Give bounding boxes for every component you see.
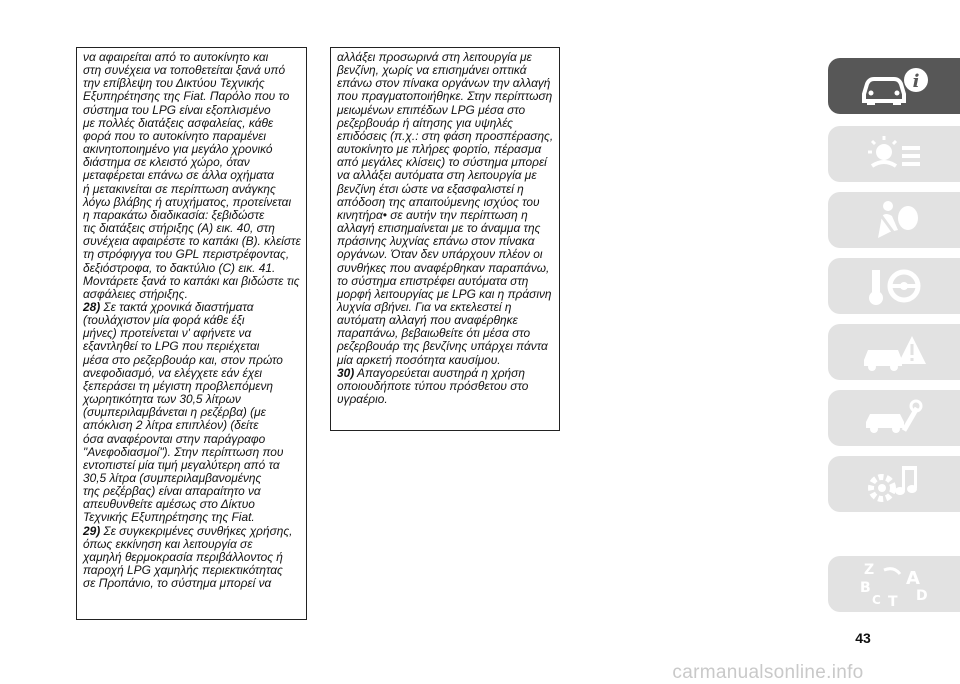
text-line: το σύστημα επιστρέφει αυτόματα στη <box>337 273 529 288</box>
text-line <box>83 525 300 538</box>
text-line: σε Προπάνιο, το σύστημα μπορεί να <box>83 576 272 591</box>
tab-key-steering[interactable] <box>828 258 960 314</box>
text-line: απευθυνθείτε αμέσως στο Δίκτυο <box>83 497 255 512</box>
text-line: να αλλάξει αυτόματα στη λειτουργία με <box>337 168 537 183</box>
text-line: συνέχεια αφαιρέστε το καπάκι (B). κλείστε <box>83 234 301 249</box>
text-line: εξαντληθεί το LPG που περιέχεται <box>83 339 260 354</box>
left-text-column <box>76 47 307 620</box>
text-line: οργάνων. Όταν δεν υπάρχουν πλέον οι <box>337 247 543 262</box>
index-letter-t: T <box>888 594 898 606</box>
tab-car-service[interactable] <box>828 390 960 446</box>
text-line: (συμπεριλαμβάνεται η ρεζέρβα) (με <box>83 405 266 420</box>
text-line: στη συνέχεια να τοποθετείται ξανά υπό <box>83 63 286 78</box>
text-line: υγραέριο. <box>337 392 388 407</box>
car-warning-icon <box>858 330 930 374</box>
tab-car-info[interactable] <box>828 58 960 114</box>
text-line: ρεζερβουάρ ή αίτησης για υψηλές <box>337 115 513 130</box>
note-text: Σε συγκεκριμένες συνθήκες χρήσης, <box>100 523 293 538</box>
text-line: ανεφοδιασμό, να ελέγχετε εάν έχει <box>83 365 263 380</box>
text-line: δεξιόστροφα, το δακτύλιο (C) εικ. 41. <box>83 260 276 275</box>
note-number: 29) <box>83 523 101 538</box>
text-line: μία αρκετή ποσότητα καυσίμου. <box>337 352 501 367</box>
right-text-column <box>330 47 560 431</box>
text-line: φορά που το αυτοκίνητο παραμένει <box>83 128 266 143</box>
text-line: ή μετακινείται σε περίπτωση ανάγκης <box>83 181 276 196</box>
tab-warning-lights[interactable] <box>828 126 960 182</box>
text-line: "Ανεφοδιασμοί"). Στην περίπτωση που <box>83 444 284 459</box>
text-line: εντοπιστεί μία τιμή μεγαλύτερη από τα <box>83 457 280 472</box>
text-line: ασφάλειες στήριξης. <box>83 286 188 301</box>
text-line: παροχή LPG χαμηλής περιεκτικότητας <box>83 563 283 578</box>
text-line: διάστημα σε κλειστό χώρο, όταν <box>83 155 250 170</box>
text-line: κινητήρα• σε αυτήν την περίπτωση η <box>337 207 528 222</box>
text-line: από μεγάλες κλίσεις) το σύστημα μπορεί <box>337 155 547 170</box>
text-line: της ρεζέρβας) είναι απαραίτητο να <box>83 484 261 499</box>
text-line: απόδοση της απαιτούμενης ισχύος του <box>337 194 540 209</box>
text-line: η παρακάτω διαδικασία: ξεβιδώστε <box>83 207 265 222</box>
index-letter-a: A <box>906 568 920 589</box>
text-line <box>337 367 553 380</box>
alphabet-index-icon <box>858 562 930 606</box>
text-line: ξεπεράσει τη μέγιστη προβλεπόμενη <box>83 378 273 393</box>
text-line: με πολλές διατάξεις ασφαλείας, κάθε <box>83 115 274 130</box>
car-service-icon <box>858 396 930 440</box>
text-line: (τουλάχιστον μία φορά κάθε έξι <box>83 313 245 328</box>
text-line: τις διατάξεις στήριξης (A) εικ. 40, στη <box>83 221 275 236</box>
text-line: μορφή λειτουργίας με LPG και η πράσινη <box>337 286 552 301</box>
text-line: ακινητοποιημένο για μεγάλο χρονικό <box>83 142 273 157</box>
info-letter: i <box>912 71 920 92</box>
note-number: 30) <box>337 365 355 380</box>
text-line: όπως εκκίνηση και λειτουργία σε <box>83 536 253 551</box>
text-line: μήνες) προτείνεται ν' αφήνετε να <box>83 326 252 341</box>
text-line: απόκλιση 2 λίτρα επιπλέον) (δείτε <box>83 418 259 433</box>
text-line: χαμηλή θερμοκρασία περιβάλλοντος ή <box>83 549 283 564</box>
text-line: συνθήκες που αναφέρθηκαν παραπάνω, <box>337 260 550 275</box>
text-line: επάνω στον πίνακα οργάνων την αλλαγή <box>337 76 551 91</box>
text-line: αλλάξει προσωρινά στη λειτουργία με <box>337 50 532 64</box>
index-letter-c: C <box>872 593 881 606</box>
text-line: χωρητικότητα των 30,5 λίτρων <box>83 392 241 407</box>
text-line: μειωμένων επιπέδων LPG μέσα στο <box>337 102 526 117</box>
text-line: αυτόματη αλλαγή που αναφέρθηκε <box>337 313 518 328</box>
note-text: Σε τακτά χρονικά διαστήματα <box>100 299 254 314</box>
airbag-seatbelt-icon <box>858 198 930 242</box>
text-line: που πραγματοποιήθηκε. Στην περίπτωση <box>337 89 553 104</box>
car-info-icon <box>858 64 930 108</box>
text-line: ρεζερβουάρ της βενζίνης υπάρχει πάντα <box>337 339 548 354</box>
text-line: πράσινης λυχνίας επάνω στον πίνακα <box>337 234 535 249</box>
tab-settings-music[interactable] <box>828 456 960 512</box>
text-line: να αφαιρείται από το αυτοκίνητο και <box>83 50 269 64</box>
text-line: βενζίνη, χωρίς να επισημάνει οπτικά <box>337 63 527 78</box>
text-line: Εξυπηρέτησης της Fiat. Παρόλο που το <box>83 89 290 104</box>
text-line: σύστημα του LPG είναι εξοπλισμένο <box>83 102 271 117</box>
text-line: την επίβλεψη του Δικτύου Τεχνικής <box>83 76 265 91</box>
text-line: βενζίνη έτσι ώστε να εξασφαλιστεί η <box>337 181 524 196</box>
text-line: τη στρόφιγγα του GPL περιστρέφοντας, <box>83 247 290 262</box>
index-letter-b: B <box>860 580 871 596</box>
index-letter-z: Z <box>864 562 875 578</box>
text-line: μεταφέρεται επάνω σε άλλα οχήματα <box>83 168 274 183</box>
text-line: μέσα στο ρεζερβουάρ και, στον πρώτο <box>83 352 283 367</box>
tab-car-warning[interactable] <box>828 324 960 380</box>
text-line: 30,5 λίτρα (συμπεριλαμβανομένης <box>83 471 262 485</box>
text-line: επιδόσεις (π.χ.: στη φάση προσπέρασης, <box>337 128 554 143</box>
tab-alphabet-index[interactable] <box>828 556 960 612</box>
tab-airbag-seatbelt[interactable] <box>828 192 960 248</box>
text-line: παραπάνω, βεβαιωθείτε ότι μέσα στο <box>337 326 531 341</box>
text-line: οποιουδήποτε τύπου πρόσθετου στο <box>337 378 529 393</box>
text-line: λυχνία σβήνει. Για να εκτελεστεί η <box>337 299 512 314</box>
index-letter-d: D <box>916 588 928 604</box>
watermark: carmanualsonline.info <box>672 662 864 683</box>
text-line: αυτοκίνητο με πλήρες φορτίο, πέρασμα <box>337 142 542 157</box>
warning-lights-icon <box>858 132 930 176</box>
text-line: Τεχνικής Εξυπηρέτησης της Fiat. <box>83 510 255 525</box>
page-number: 43 <box>855 630 871 646</box>
key-steering-wheel-icon <box>858 264 930 308</box>
settings-music-icon <box>858 462 930 506</box>
text-line: Μοντάρετε ξανά το καπάκι και βιδώστε τις <box>83 273 300 288</box>
note-text: Απαγορεύεται αυστηρά η χρήση <box>354 365 525 380</box>
text-line: αλλαγή επισημαίνεται με το άναμμα της <box>337 221 541 236</box>
text-line: λόγω βλάβης ή ατυχήματος, προτείνεται <box>83 194 292 209</box>
text-line: όσα αναφέρονται στην παράγραφο <box>83 431 266 446</box>
note-number: 28) <box>83 299 101 314</box>
